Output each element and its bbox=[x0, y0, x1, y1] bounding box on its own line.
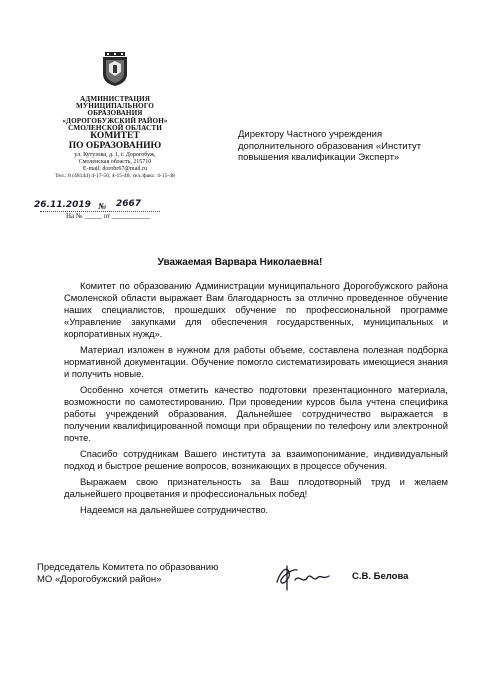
addressee-line: дополнительного образования «Институт bbox=[238, 140, 422, 152]
body-paragraph: Надеемся на дальнейшее сотрудничество. bbox=[80, 504, 269, 515]
handwritten-signature-icon bbox=[273, 560, 333, 594]
reply-reference: На № _____ от ___________ bbox=[66, 212, 151, 220]
letterhead-line: «ДОРОГОБУЖСКИЙ РАЙОН» bbox=[62, 116, 168, 125]
signatory-position bbox=[37, 562, 218, 586]
letterhead-line: ОБРАЗОВАНИЯ bbox=[87, 109, 143, 118]
email-line: E-mail: dorobr67@mail.ru bbox=[82, 165, 148, 172]
signatory-name: С.В. Белова bbox=[352, 571, 409, 582]
coat-of-arms-icon bbox=[101, 52, 129, 86]
body-paragraph: Выражаем свою признательность за Ваш плодотворный труд и желаем дальнейшего процветания и профессиональных побед! bbox=[64, 476, 448, 499]
registration-number-label: № bbox=[98, 201, 107, 211]
committee-title: ПО ОБРАЗОВАНИЮ bbox=[68, 140, 162, 151]
letterhead-line: СМОЛЕНСКОЙ ОБЛАСТИ bbox=[68, 123, 162, 132]
body-paragraph: Спасибо сотрудникам Вашего института за взаимопонимание, индивидуальный подход и быстрое решение вопросов, возникающих в процессе обучения. bbox=[64, 448, 448, 471]
addressee bbox=[238, 129, 453, 164]
body-paragraph: Комитет по образованию Администрации муниципального Дорогобужского района Смоленской области выражает Вам благодарность за отлично проведенное обучение наших специалистов, прошедших обучение по профессиональной программе «Управление закупками для обеспечения государственных, муниципальных и корпоративных нужд». bbox=[64, 280, 448, 339]
registration-date: 26.11.2019 bbox=[34, 200, 91, 210]
signatory-position-line: МО «Дорогобужский район» bbox=[37, 574, 162, 585]
phone-line: Тел.: 8 (48144) 4-17-56, 4-15-48, тел./факс: 4-15-48 bbox=[55, 172, 175, 179]
salutation: Уважаемая Варвара Николаевна! bbox=[157, 257, 323, 268]
addressee-line: повышения квалификации Эксперт» bbox=[238, 152, 400, 163]
addressee-line: Директору Частного учреждения bbox=[238, 129, 383, 140]
letterhead-line: АДМИНИСТРАЦИЯ bbox=[79, 95, 150, 103]
letterhead-line: МУНИЦИПАЛЬНОГО bbox=[76, 102, 154, 111]
signatory-position-line: Председатель Комитета по образованию bbox=[37, 562, 219, 573]
address-line: ул. Кутузова, д. 1, г. Дорогобуж, bbox=[74, 151, 156, 158]
registration-number: 2667 bbox=[116, 199, 142, 209]
letterhead bbox=[40, 96, 190, 179]
body-paragraph: Материал изложен в нужном для работы объеме, составлена полезная подборка нормативной документации. Обучение помогло систематизировать имеющиеся знания и получить новые. bbox=[64, 344, 448, 379]
address-line: Смоленская область, 215710 bbox=[78, 158, 152, 165]
letter-body bbox=[64, 280, 448, 520]
committee-title: КОМИТЕТ bbox=[90, 131, 140, 142]
body-paragraph: Особенно хочется отметить качество подготовки презентационного материала, возможности по самотестированию. При проведении курсов была учтена специфика работы учреждений образования. Дальнейшее сотрудничество выражается в получении квалифицированной помощи при обращении по телефону или электронной почте. bbox=[64, 384, 448, 443]
